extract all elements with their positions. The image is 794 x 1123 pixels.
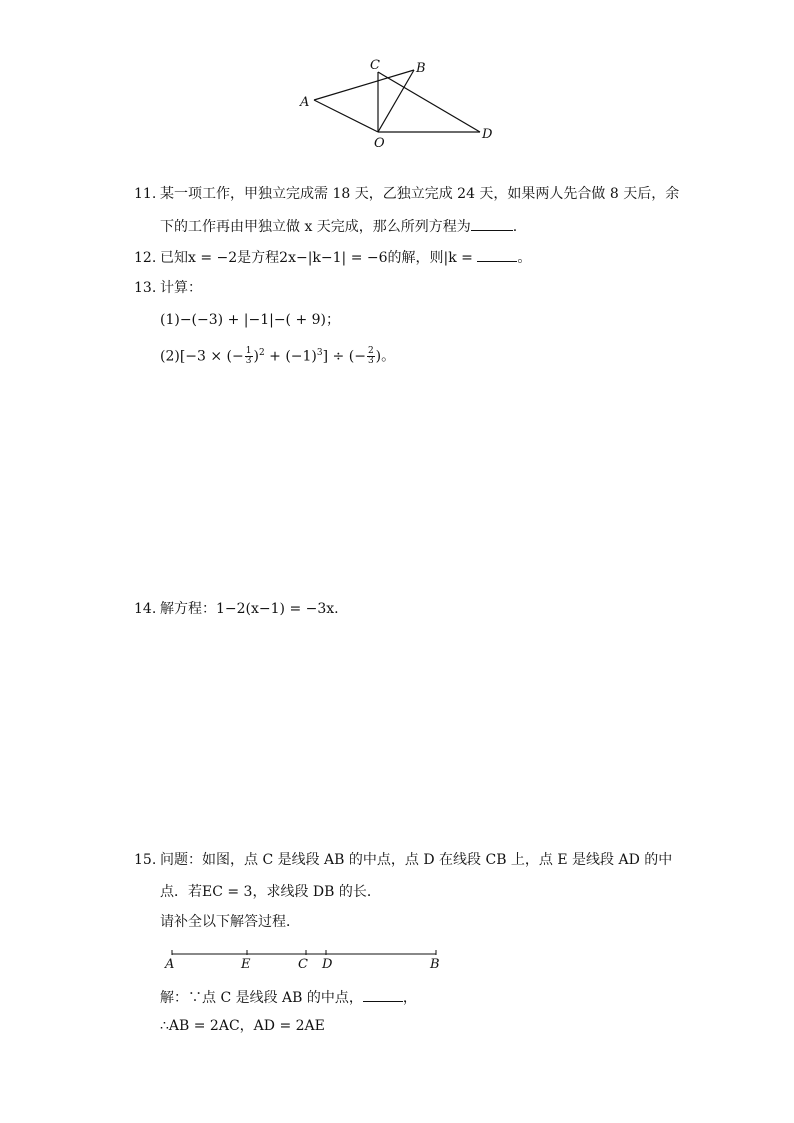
- label-b: B: [416, 61, 426, 76]
- denominator: 3: [367, 356, 374, 367]
- question-15-line3: 请补全以下解答过程．: [160, 914, 300, 930]
- expr-text: ] ÷ (−: [322, 348, 366, 365]
- question-12: [134, 247, 531, 267]
- question-number: 11.: [134, 186, 157, 202]
- expr-text: (2)[−3 × (−: [160, 348, 244, 365]
- expr-text: )。: [375, 348, 396, 365]
- label-e: E: [241, 957, 251, 972]
- punctuation: .: [512, 219, 518, 235]
- question-15-solution: [160, 987, 417, 1007]
- question-text: 计算：: [160, 280, 202, 296]
- question-13-part2: [160, 344, 395, 366]
- label-b: B: [430, 957, 440, 972]
- question-13-part1: (1)−(−3) + |−1|−( + 9)；: [160, 312, 341, 328]
- question-number: 13.: [134, 280, 157, 296]
- question-number: 14.: [134, 601, 157, 617]
- question-14: [134, 600, 339, 618]
- question-11-line1: [134, 185, 679, 203]
- punctuation: 。: [517, 250, 532, 266]
- denominator: 3: [245, 356, 252, 367]
- label-c: C: [298, 957, 308, 972]
- expr-text: ): [253, 348, 259, 365]
- question-13-title: [134, 279, 202, 297]
- segment-figure-aecdb: [160, 942, 450, 974]
- label-a: A: [165, 957, 175, 972]
- label-o: O: [374, 136, 385, 151]
- fraction-one-third: [245, 347, 253, 366]
- segment-oa: [314, 100, 378, 132]
- question-text: 某一项工作，甲独立完成需 18 天，乙独立完成 24 天，如果两人先合做 8 天后，余: [160, 186, 680, 202]
- question-15-line1: [134, 851, 672, 869]
- solution-text: 解：∵点 C 是线段 AB 的中点，: [160, 990, 363, 1006]
- fraction-two-thirds: [367, 347, 375, 366]
- question-text: 已知x = −2是方程2x−|k−1| = −6的解，则|k =: [160, 250, 478, 266]
- exponent: 2: [258, 348, 265, 358]
- question-11-line2: [160, 216, 517, 236]
- question-text: 解方程：1−2(x−1) = −3x.: [160, 601, 339, 617]
- label-d: D: [482, 127, 493, 142]
- question-text: 下的工作再由甲独立做 x 天完成，那么所列方程为: [160, 219, 471, 235]
- answer-blank[interactable]: [477, 247, 517, 262]
- numerator: 1: [245, 346, 252, 357]
- label-c: C: [370, 58, 380, 73]
- geometry-figure-aobcd: [290, 52, 510, 152]
- label-d: D: [322, 957, 333, 972]
- exponent: 3: [316, 348, 323, 358]
- question-text: 问题：如图，点 C 是线段 AB 的中点，点 D 在线段 CB 上，点 E 是线段 AD 的中: [160, 852, 673, 868]
- question-number: 12.: [134, 250, 157, 266]
- answer-blank[interactable]: [471, 216, 513, 231]
- numerator: 2: [367, 346, 374, 357]
- question-15-step2: ∴AB = 2AC，AD = 2AE: [160, 1018, 325, 1034]
- question-15-line2: 点．若EC = 3，求线段 DB 的长．: [160, 884, 381, 900]
- question-number: 15.: [134, 852, 157, 868]
- punctuation: ，: [402, 990, 417, 1006]
- answer-blank[interactable]: [363, 987, 403, 1002]
- expr-text: + (−1): [264, 348, 317, 365]
- segment-cd: [378, 72, 480, 132]
- label-a: A: [300, 95, 310, 110]
